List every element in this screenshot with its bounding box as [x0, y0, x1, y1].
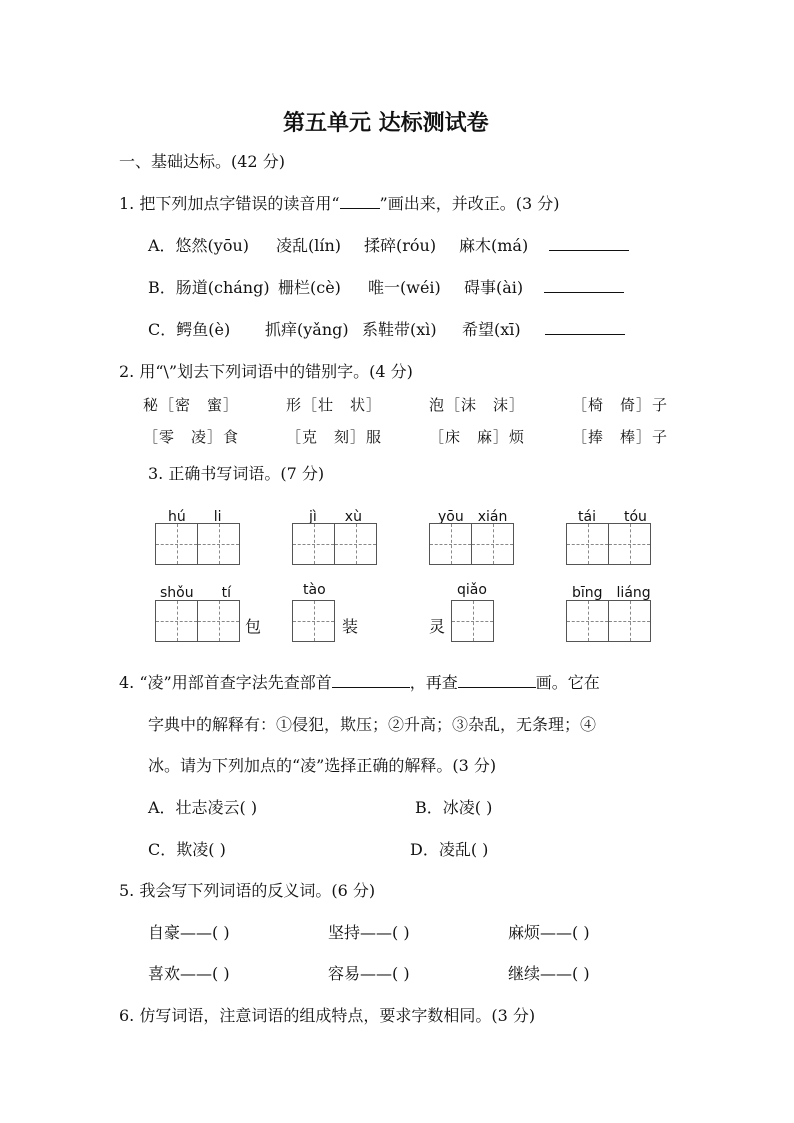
- writing-cell[interactable]: [292, 600, 335, 642]
- question-4-line-2: 字典中的解释有：①侵犯，欺压；②升高；③杂乱，无条理；④: [148, 715, 597, 734]
- q1-row-c: [148, 317, 625, 340]
- q5-item[interactable]: 麻烦——( ): [508, 923, 590, 942]
- answer-blank[interactable]: [544, 276, 624, 293]
- writing-grid[interactable]: [155, 600, 239, 642]
- q4-option-c[interactable]: C．欺凌( ): [148, 840, 226, 859]
- page-title: 第五单元 达标测试卷: [283, 111, 489, 136]
- q4-option-b[interactable]: B．冰凌( ): [415, 798, 493, 817]
- q1-item: 栅栏(cè): [278, 278, 341, 297]
- question-3-stem: 3. 正确书写词语。(7 分): [148, 464, 325, 483]
- writing-grid[interactable]: [429, 523, 513, 565]
- writing-grid[interactable]: [155, 523, 239, 565]
- q5-row-1: [148, 920, 658, 943]
- writing-cell[interactable]: [155, 600, 198, 642]
- q4-option-a[interactable]: A．壮志凌云( ): [148, 798, 258, 817]
- given-character: 装: [342, 617, 359, 636]
- writing-cell[interactable]: [197, 600, 240, 642]
- writing-cell[interactable]: [429, 523, 472, 565]
- q1-row-b: [148, 275, 624, 298]
- q2-item[interactable]: ［捧 棒］子: [572, 428, 669, 446]
- q5-item[interactable]: 自豪——( ): [148, 923, 230, 942]
- q1-item: 凌乱(lín): [276, 236, 342, 255]
- pinyin-label: bīng liáng: [572, 585, 651, 601]
- q5-row-2: [148, 961, 658, 984]
- answer-blank[interactable]: [549, 234, 629, 251]
- pinyin-label: tái tóu: [578, 509, 647, 525]
- question-4-line-1: [119, 670, 600, 693]
- question-4-line-3: 冰。请为下列加点的“凌”选择正确的解释。(3 分): [148, 756, 497, 775]
- question-6-stem: 6. 仿写词语，注意词语的组成特点，要求字数相同。(3 分): [119, 1006, 536, 1025]
- q1-item: C．鳄鱼(è): [148, 320, 231, 339]
- given-character: 灵: [429, 617, 446, 636]
- q5-item[interactable]: 坚持——( ): [328, 923, 410, 942]
- writing-cell[interactable]: [292, 523, 335, 565]
- q1-item: 希望(xī): [462, 320, 521, 339]
- writing-cell[interactable]: [566, 600, 609, 642]
- q2-item[interactable]: ［椅 倚］子: [572, 396, 669, 414]
- q1-item: 唯一(wéi): [368, 278, 441, 297]
- section-heading: 一、基础达标。(42 分): [119, 152, 285, 171]
- writing-cell[interactable]: [197, 523, 240, 565]
- q5-item[interactable]: 容易——( ): [328, 964, 410, 983]
- writing-grid[interactable]: [566, 600, 650, 642]
- writing-grid[interactable]: [292, 523, 376, 565]
- writing-grid[interactable]: [451, 600, 493, 642]
- answer-blank[interactable]: [458, 671, 536, 688]
- q1-item: 麻木(má): [459, 236, 529, 255]
- q2-row-1: [143, 394, 672, 415]
- q1-item: B．肠道(cháng): [148, 278, 270, 297]
- q2-item[interactable]: ［零 凌］食: [143, 428, 240, 446]
- writing-cell[interactable]: [471, 523, 514, 565]
- q5-item[interactable]: 继续——( ): [508, 964, 590, 983]
- writing-cell[interactable]: [334, 523, 377, 565]
- writing-cell[interactable]: [451, 600, 494, 642]
- q2-item[interactable]: 秘［密 蜜］: [143, 396, 240, 414]
- q5-item[interactable]: 喜欢——( ): [148, 964, 230, 983]
- question-2-stem: 2. 用“\”划去下列词语中的错别字。(4 分): [119, 362, 413, 381]
- q4-option-d[interactable]: D．凌乱( ): [410, 840, 489, 859]
- q2-item[interactable]: 形［壮 状］: [286, 396, 383, 414]
- pinyin-label: jì xù: [309, 509, 362, 525]
- pinyin-label: tào: [303, 582, 326, 598]
- answer-blank[interactable]: [545, 318, 625, 335]
- writing-cell[interactable]: [608, 600, 651, 642]
- q1-item: A．悠然(yōu): [148, 236, 250, 255]
- q1-item: 揉碎(róu): [364, 236, 437, 255]
- q2-row-2: [143, 426, 672, 447]
- q2-item[interactable]: ［床 麻］烦: [429, 428, 526, 446]
- writing-cell[interactable]: [566, 523, 609, 565]
- answer-blank[interactable]: [332, 671, 410, 688]
- q1-stem-part-b: ”画出来，并改正。(3 分): [379, 194, 560, 213]
- pinyin-label: yōu xián: [438, 509, 508, 525]
- q4-text: 画。它在: [535, 673, 600, 692]
- writing-cell[interactable]: [608, 523, 651, 565]
- underline-sample: [340, 192, 380, 209]
- q2-item[interactable]: 泡［沫 沫］: [429, 396, 526, 414]
- q1-row-a: [148, 233, 629, 256]
- q4-text: ，再查: [409, 673, 458, 692]
- q1-item: 系鞋带(xì): [362, 320, 437, 339]
- question-5-stem: 5. 我会写下列词语的反义词。(6 分): [119, 881, 376, 900]
- pinyin-label: hú li: [168, 509, 222, 525]
- q2-item[interactable]: ［克 刻］服: [286, 428, 383, 446]
- writing-cell[interactable]: [155, 523, 198, 565]
- q1-stem-part-a: 1. 把下列加点字错误的读音用“: [119, 194, 340, 213]
- given-character: 包: [245, 617, 262, 636]
- writing-grid[interactable]: [566, 523, 650, 565]
- q4-text: 4. “凌”用部首查字法先查部首: [119, 673, 332, 692]
- q1-item: 碍事(ài): [464, 278, 524, 297]
- pinyin-label: shǒu tí: [160, 585, 231, 601]
- question-1-stem: [119, 191, 559, 214]
- pinyin-label: qiǎo: [457, 582, 487, 598]
- q1-item: 抓痒(yǎng): [265, 320, 349, 339]
- writing-grid[interactable]: [292, 600, 334, 642]
